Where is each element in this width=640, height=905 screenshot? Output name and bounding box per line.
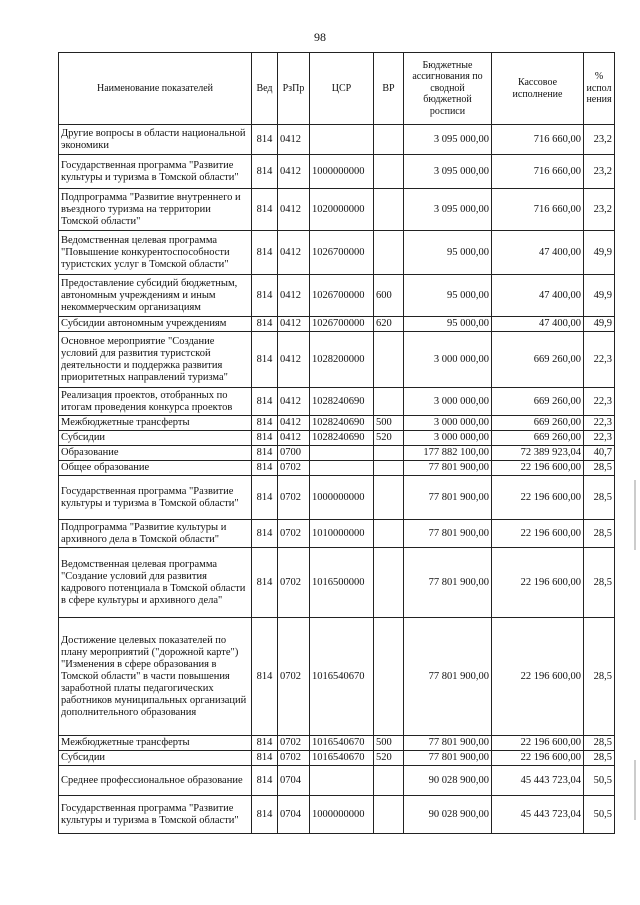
row-budget: 177 882 100,00: [404, 446, 492, 461]
row-percent: 40,7: [584, 446, 615, 461]
header-vr: ВР: [374, 53, 404, 125]
row-csr: [310, 766, 374, 796]
header-budget: Бюджетные ассигнования по сводной бюджетной росписи: [404, 53, 492, 125]
row-rzpr: 0702: [278, 476, 310, 520]
row-ved: 814: [252, 751, 278, 766]
row-cash: 22 196 600,00: [492, 476, 584, 520]
header-cash: Кассовое исполнение: [492, 53, 584, 125]
row-name: Предоставление субсидий бюджетным, автономным учреждениям и иным некоммерческим организациям: [59, 275, 252, 317]
row-csr: 1028200000: [310, 332, 374, 388]
row-percent: 28,5: [584, 476, 615, 520]
row-budget: 77 801 900,00: [404, 520, 492, 548]
row-vr: [374, 332, 404, 388]
row-ved: 814: [252, 317, 278, 332]
row-vr: [374, 125, 404, 155]
row-name: Государственная программа "Развитие культуры и туризма в Томской области": [59, 796, 252, 834]
row-rzpr: 0412: [278, 416, 310, 431]
row-vr: [374, 476, 404, 520]
row-name: Межбюджетные трансферты: [59, 736, 252, 751]
row-rzpr: 0700: [278, 446, 310, 461]
row-ved: 814: [252, 431, 278, 446]
row-name: Общее образование: [59, 461, 252, 476]
header-name: Наименование показателей: [59, 53, 252, 125]
row-vr: [374, 548, 404, 618]
row-budget: 95 000,00: [404, 275, 492, 317]
row-ved: 814: [252, 275, 278, 317]
row-name: Государственная программа "Развитие культуры и туризма в Томской области": [59, 155, 252, 189]
header-rzpr: РзПр: [278, 53, 310, 125]
row-budget: 95 000,00: [404, 231, 492, 275]
row-ved: 814: [252, 332, 278, 388]
row-vr: [374, 446, 404, 461]
row-name: Другие вопросы в области национальной экономики: [59, 125, 252, 155]
row-ved: 814: [252, 189, 278, 231]
row-ved: 814: [252, 736, 278, 751]
row-rzpr: 0412: [278, 431, 310, 446]
row-rzpr: 0702: [278, 736, 310, 751]
row-cash: 22 196 600,00: [492, 548, 584, 618]
row-vr: 500: [374, 416, 404, 431]
row-ved: 814: [252, 446, 278, 461]
row-ved: 814: [252, 388, 278, 416]
table-body: [59, 125, 615, 834]
table-row: [59, 416, 615, 431]
row-rzpr: 0704: [278, 766, 310, 796]
row-rzpr: 0702: [278, 751, 310, 766]
row-ved: 814: [252, 155, 278, 189]
row-rzpr: 0412: [278, 388, 310, 416]
row-name: Основное мероприятие "Создание условий для развития туристской деятельности и поддержка развития приоритетных направлений туризма": [59, 332, 252, 388]
row-vr: [374, 461, 404, 476]
row-cash: 22 196 600,00: [492, 520, 584, 548]
row-vr: [374, 520, 404, 548]
row-csr: [310, 446, 374, 461]
row-name: Образование: [59, 446, 252, 461]
row-csr: 1016540670: [310, 751, 374, 766]
row-csr: 1026700000: [310, 275, 374, 317]
table-row: [59, 618, 615, 736]
row-name: Ведомственная целевая программа "Создание условий для развития кадрового потенциала в Томской области в сфере культуры и архивного дела": [59, 548, 252, 618]
table-row: [59, 736, 615, 751]
row-vr: [374, 231, 404, 275]
row-rzpr: 0702: [278, 548, 310, 618]
row-ved: 814: [252, 416, 278, 431]
budget-table: [58, 52, 615, 834]
row-rzpr: 0412: [278, 189, 310, 231]
row-csr: 1028240690: [310, 416, 374, 431]
table-row: [59, 332, 615, 388]
row-name: Подпрограмма "Развитие внутреннего и въездного туризма на территории Томской области": [59, 189, 252, 231]
row-budget: 3 000 000,00: [404, 431, 492, 446]
table-row: [59, 275, 615, 317]
row-percent: 28,5: [584, 736, 615, 751]
row-budget: 3 095 000,00: [404, 125, 492, 155]
row-percent: 23,2: [584, 125, 615, 155]
row-csr: 1026700000: [310, 317, 374, 332]
row-csr: 1016540670: [310, 736, 374, 751]
row-csr: 1016540670: [310, 618, 374, 736]
table-row: [59, 751, 615, 766]
row-percent: 28,5: [584, 461, 615, 476]
header-csr: ЦСР: [310, 53, 374, 125]
table-row: [59, 548, 615, 618]
row-vr: 500: [374, 736, 404, 751]
row-percent: 28,5: [584, 751, 615, 766]
table-row: [59, 520, 615, 548]
row-cash: 47 400,00: [492, 275, 584, 317]
row-cash: 47 400,00: [492, 231, 584, 275]
table-row: [59, 317, 615, 332]
row-budget: 77 801 900,00: [404, 618, 492, 736]
row-ved: 814: [252, 476, 278, 520]
table-row: [59, 388, 615, 416]
row-cash: 22 196 600,00: [492, 736, 584, 751]
row-ved: 814: [252, 231, 278, 275]
row-vr: [374, 766, 404, 796]
row-name: Среднее профессиональное образование: [59, 766, 252, 796]
row-budget: 77 801 900,00: [404, 476, 492, 520]
table-row: [59, 461, 615, 476]
row-cash: 22 196 600,00: [492, 461, 584, 476]
row-percent: 49,9: [584, 275, 615, 317]
row-name: Межбюджетные трансферты: [59, 416, 252, 431]
row-budget: 3 000 000,00: [404, 388, 492, 416]
row-cash: 716 660,00: [492, 155, 584, 189]
row-csr: [310, 461, 374, 476]
table-row: [59, 446, 615, 461]
table-row: [59, 766, 615, 796]
row-budget: 3 000 000,00: [404, 416, 492, 431]
row-rzpr: 0412: [278, 231, 310, 275]
row-budget: 90 028 900,00: [404, 766, 492, 796]
row-csr: 1020000000: [310, 189, 374, 231]
row-vr: 620: [374, 317, 404, 332]
row-ved: 814: [252, 125, 278, 155]
table-row: [59, 189, 615, 231]
row-vr: [374, 796, 404, 834]
page-number: 98: [314, 30, 326, 44]
row-csr: 1000000000: [310, 476, 374, 520]
row-ved: 814: [252, 618, 278, 736]
row-cash: 716 660,00: [492, 125, 584, 155]
row-rzpr: 0412: [278, 125, 310, 155]
row-cash: 47 400,00: [492, 317, 584, 332]
row-percent: 22,3: [584, 388, 615, 416]
row-csr: 1028240690: [310, 431, 374, 446]
row-cash: 45 443 723,04: [492, 796, 584, 834]
row-vr: 600: [374, 275, 404, 317]
row-vr: 520: [374, 431, 404, 446]
row-ved: 814: [252, 796, 278, 834]
row-percent: 22,3: [584, 332, 615, 388]
row-cash: 45 443 723,04: [492, 766, 584, 796]
row-percent: 23,2: [584, 155, 615, 189]
row-cash: 669 260,00: [492, 388, 584, 416]
row-percent: 50,5: [584, 766, 615, 796]
row-cash: 22 196 600,00: [492, 751, 584, 766]
row-rzpr: 0702: [278, 618, 310, 736]
row-name: Ведомственная целевая программа "Повышение конкурентоспособности туристских услуг в Томской области": [59, 231, 252, 275]
table-row: [59, 796, 615, 834]
row-ved: 814: [252, 548, 278, 618]
row-cash: 72 389 923,04: [492, 446, 584, 461]
row-percent: 49,9: [584, 231, 615, 275]
row-budget: 3 000 000,00: [404, 332, 492, 388]
scan-edge-mark: [634, 760, 636, 820]
row-percent: 23,2: [584, 189, 615, 231]
row-rzpr: 0702: [278, 461, 310, 476]
table-row: [59, 231, 615, 275]
row-name: Подпрограмма "Развитие культуры и архивного дела в Томской области": [59, 520, 252, 548]
row-budget: 95 000,00: [404, 317, 492, 332]
row-cash: 22 196 600,00: [492, 618, 584, 736]
row-cash: 669 260,00: [492, 332, 584, 388]
header-ved: Вед: [252, 53, 278, 125]
row-cash: 669 260,00: [492, 416, 584, 431]
row-percent: 22,3: [584, 431, 615, 446]
row-cash: 669 260,00: [492, 431, 584, 446]
row-budget: 90 028 900,00: [404, 796, 492, 834]
row-vr: [374, 155, 404, 189]
row-rzpr: 0702: [278, 520, 310, 548]
row-vr: 520: [374, 751, 404, 766]
row-budget: 3 095 000,00: [404, 155, 492, 189]
row-ved: 814: [252, 766, 278, 796]
row-rzpr: 0412: [278, 275, 310, 317]
scan-edge-mark: [634, 480, 636, 550]
row-ved: 814: [252, 520, 278, 548]
row-csr: 1000000000: [310, 155, 374, 189]
row-name: Достижение целевых показателей по плану мероприятий ("дорожной карте") "Изменения в сфере образования в Томской области" в части повышения заработной платы педагогических работников муниципальных организаций дополнительного образования: [59, 618, 252, 736]
row-name: Субсидии: [59, 751, 252, 766]
row-csr: 1000000000: [310, 796, 374, 834]
row-vr: [374, 189, 404, 231]
row-name: Субсидии автономным учреждениям: [59, 317, 252, 332]
header-row: [59, 53, 615, 125]
row-cash: 716 660,00: [492, 189, 584, 231]
row-name: Субсидии: [59, 431, 252, 446]
row-budget: 77 801 900,00: [404, 751, 492, 766]
row-percent: 28,5: [584, 520, 615, 548]
table-row: [59, 155, 615, 189]
table-row: [59, 476, 615, 520]
row-csr: 1026700000: [310, 231, 374, 275]
row-budget: 77 801 900,00: [404, 736, 492, 751]
row-budget: 3 095 000,00: [404, 189, 492, 231]
row-percent: 28,5: [584, 548, 615, 618]
row-rzpr: 0412: [278, 317, 310, 332]
row-csr: 1028240690: [310, 388, 374, 416]
row-percent: 28,5: [584, 618, 615, 736]
row-csr: 1010000000: [310, 520, 374, 548]
row-percent: 49,9: [584, 317, 615, 332]
row-ved: 814: [252, 461, 278, 476]
row-percent: 50,5: [584, 796, 615, 834]
row-rzpr: 0704: [278, 796, 310, 834]
row-rzpr: 0412: [278, 332, 310, 388]
row-csr: 1016500000: [310, 548, 374, 618]
row-vr: [374, 618, 404, 736]
row-name: Реализация проектов, отобранных по итогам проведения конкурса проектов: [59, 388, 252, 416]
row-percent: 22,3: [584, 416, 615, 431]
row-budget: 77 801 900,00: [404, 548, 492, 618]
row-budget: 77 801 900,00: [404, 461, 492, 476]
row-name: Государственная программа "Развитие культуры и туризма в Томской области": [59, 476, 252, 520]
row-csr: [310, 125, 374, 155]
table-row: [59, 125, 615, 155]
table-row: [59, 431, 615, 446]
row-rzpr: 0412: [278, 155, 310, 189]
row-vr: [374, 388, 404, 416]
header-percent: % испол нения: [584, 53, 615, 125]
